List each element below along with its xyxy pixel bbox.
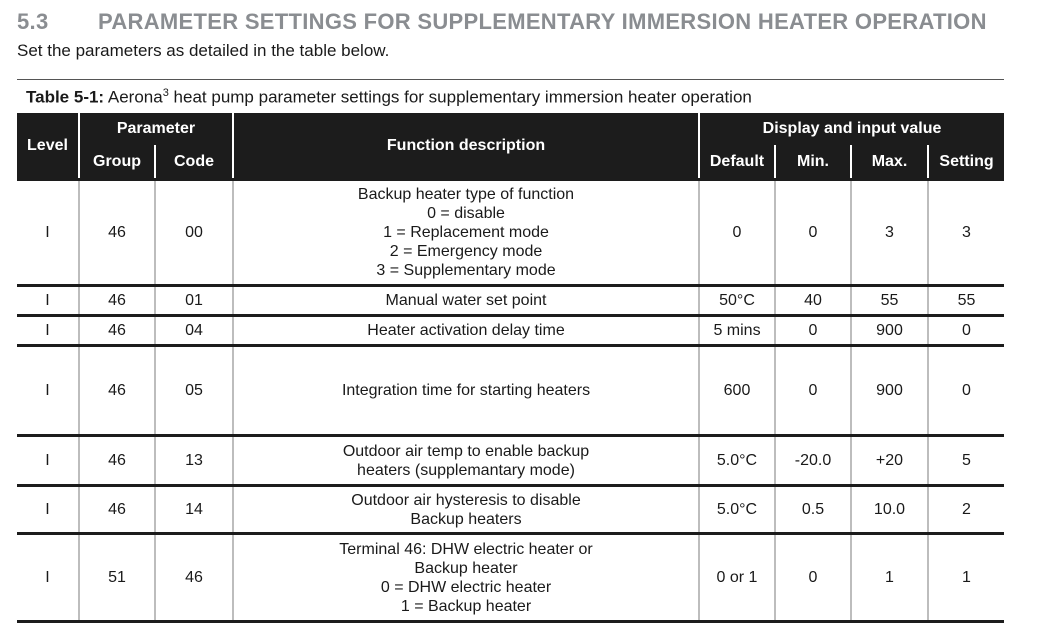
header-max: Max. bbox=[851, 145, 928, 180]
description-line: Terminal 46: DHW electric heater or bbox=[339, 540, 593, 558]
table-row bbox=[17, 436, 1004, 486]
cell-setting: 2 bbox=[928, 486, 1004, 534]
cell-default: 5.0°C bbox=[699, 436, 775, 486]
cell-group: 46 bbox=[79, 436, 155, 486]
cell-max: 900 bbox=[851, 346, 928, 436]
table-row bbox=[17, 534, 1004, 622]
table-row bbox=[17, 286, 1004, 316]
cell-default: 0 or 1 bbox=[699, 534, 775, 622]
description-line: Heater activation delay time bbox=[367, 322, 565, 339]
description-line: 2 = Emergency mode bbox=[389, 243, 543, 260]
description-line: Backup heaters bbox=[410, 510, 522, 528]
divider bbox=[17, 79, 1004, 80]
cell-max: 55 bbox=[851, 286, 928, 316]
cell-min: 40 bbox=[775, 286, 851, 316]
cell-default: 50°C bbox=[699, 286, 775, 316]
cell-code: 00 bbox=[155, 180, 233, 286]
cell-setting: 0 bbox=[928, 346, 1004, 436]
cell-max: 1 bbox=[851, 534, 928, 622]
cell-default: 5.0°C bbox=[699, 486, 775, 534]
cell-setting: 1 bbox=[928, 534, 1004, 622]
description-line: 0 = DHW electric heater bbox=[380, 578, 552, 596]
parameter-table bbox=[17, 113, 1004, 623]
cell-description bbox=[233, 486, 699, 534]
cell-group: 51 bbox=[79, 534, 155, 622]
cell-group: 46 bbox=[79, 346, 155, 436]
cell-setting: 0 bbox=[928, 316, 1004, 346]
cell-min: 0.5 bbox=[775, 486, 851, 534]
header-level: Level bbox=[17, 113, 79, 180]
intro-text: Set the parameters as detailed in the table below. bbox=[17, 41, 390, 60]
cell-default: 5 mins bbox=[699, 316, 775, 346]
table-body bbox=[17, 180, 1004, 622]
header-function-description: Function description bbox=[233, 113, 699, 180]
cell-code: 13 bbox=[155, 436, 233, 486]
cell-level: I bbox=[17, 286, 79, 316]
caption-label: Table 5-1: bbox=[26, 87, 105, 107]
cell-default: 0 bbox=[699, 180, 775, 286]
description-line: Outdoor air temp to enable backup bbox=[342, 442, 590, 460]
header-display-input: Display and input value bbox=[699, 113, 1004, 145]
cell-default: 600 bbox=[699, 346, 775, 436]
cell-max: 3 bbox=[851, 180, 928, 286]
description-line: Manual water set point bbox=[385, 292, 547, 309]
header-code: Code bbox=[155, 145, 233, 180]
cell-group: 46 bbox=[79, 286, 155, 316]
cell-level: I bbox=[17, 346, 79, 436]
header-setting: Setting bbox=[928, 145, 1004, 180]
cell-min: 0 bbox=[775, 316, 851, 346]
cell-setting: 3 bbox=[928, 180, 1004, 286]
cell-description bbox=[233, 436, 699, 486]
cell-max: +20 bbox=[851, 436, 928, 486]
caption-text-pre: Aerona bbox=[104, 87, 163, 107]
description-line: 1 = Backup heater bbox=[400, 597, 532, 615]
section-title: PARAMETER SETTINGS FOR SUPPLEMENTARY IMMERSION HEATER OPERATION bbox=[98, 9, 987, 34]
cell-level: I bbox=[17, 436, 79, 486]
table-row bbox=[17, 180, 1004, 286]
cell-setting: 55 bbox=[928, 286, 1004, 316]
description-line: Integration time for starting heaters bbox=[341, 382, 591, 399]
cell-level: I bbox=[17, 534, 79, 622]
cell-level: I bbox=[17, 180, 79, 286]
table-row bbox=[17, 486, 1004, 534]
cell-min: 0 bbox=[775, 180, 851, 286]
description-line: 3 = Supplementary mode bbox=[376, 262, 556, 279]
cell-group: 46 bbox=[79, 486, 155, 534]
description-line: Backup heater bbox=[414, 559, 518, 577]
cell-group: 46 bbox=[79, 180, 155, 286]
description-line: 0 = disable bbox=[427, 205, 505, 222]
caption-superscript: 3 bbox=[162, 87, 169, 99]
header-default: Default bbox=[699, 145, 775, 180]
cell-code: 01 bbox=[155, 286, 233, 316]
description-line: heaters (supplemantary mode) bbox=[357, 461, 575, 479]
cell-code: 04 bbox=[155, 316, 233, 346]
header-group: Group bbox=[79, 145, 155, 180]
cell-level: I bbox=[17, 316, 79, 346]
cell-code: 46 bbox=[155, 534, 233, 622]
cell-group: 46 bbox=[79, 316, 155, 346]
cell-code: 14 bbox=[155, 486, 233, 534]
cell-description bbox=[233, 534, 699, 622]
table-row bbox=[17, 316, 1004, 346]
cell-min: -20.0 bbox=[775, 436, 851, 486]
cell-min: 0 bbox=[775, 346, 851, 436]
cell-max: 10.0 bbox=[851, 486, 928, 534]
table-caption bbox=[26, 87, 752, 108]
cell-setting: 5 bbox=[928, 436, 1004, 486]
cell-level: I bbox=[17, 486, 79, 534]
cell-description bbox=[233, 316, 699, 346]
cell-description bbox=[233, 346, 699, 436]
header-parameter: Parameter bbox=[79, 113, 233, 145]
description-line: 1 = Replacement mode bbox=[383, 224, 549, 241]
caption-text-post: heat pump parameter settings for supplementary immersion heater operation bbox=[168, 87, 752, 107]
section-heading bbox=[17, 9, 987, 35]
table-row bbox=[17, 346, 1004, 436]
header-min: Min. bbox=[775, 145, 851, 180]
cell-min: 0 bbox=[775, 534, 851, 622]
description-line: Backup heater type of function bbox=[357, 186, 575, 203]
cell-description bbox=[233, 180, 699, 286]
description-line: Outdoor air hysteresis to disable bbox=[351, 491, 581, 509]
cell-code: 05 bbox=[155, 346, 233, 436]
section-number: 5.3 bbox=[17, 9, 49, 34]
cell-max: 900 bbox=[851, 316, 928, 346]
cell-description bbox=[233, 286, 699, 316]
